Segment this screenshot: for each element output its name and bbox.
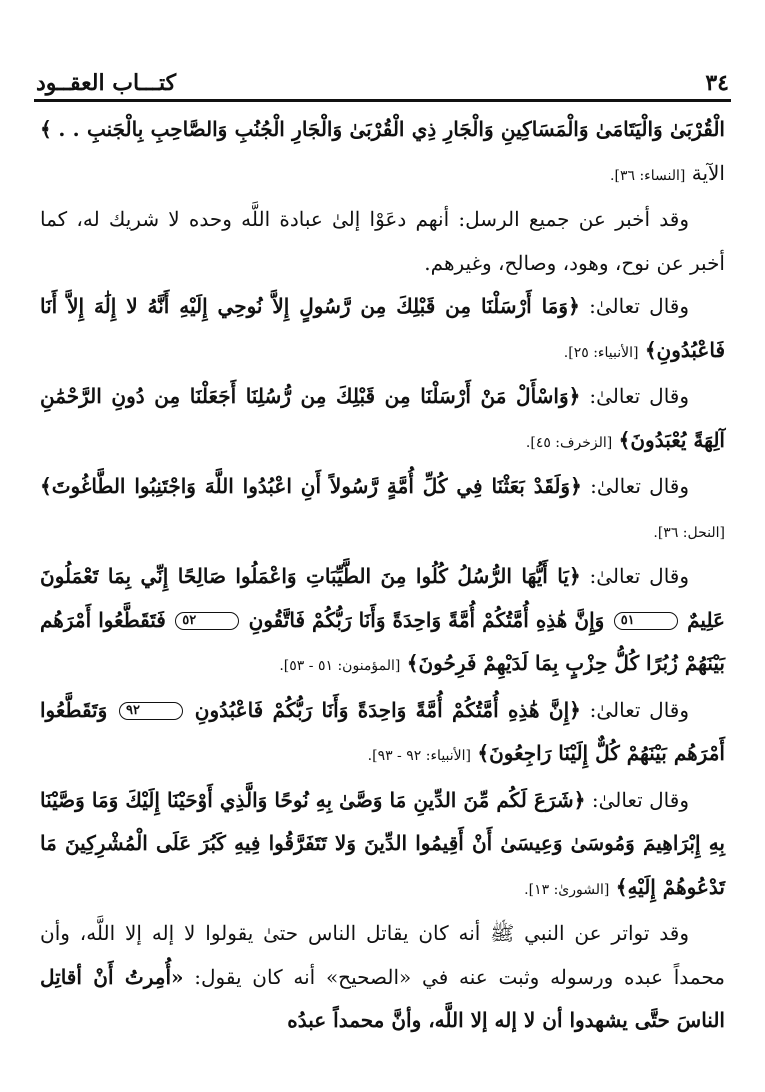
verse-reference: [المؤمنون: ٥١ - ٥٣]. — [279, 658, 401, 674]
verse-number-marker: ٩٢ — [119, 702, 183, 720]
verse-reference: [الشورىٰ: ١٣]. — [524, 881, 610, 898]
quran-text: وَإِنَّ هَٰذِهِ أُمَّتُكُمْ أُمَّةً وَاحِدَةً وَأَنَا رَبُّكُمْ فَاتَّقُونِ — [248, 607, 605, 632]
verse-reference: [الزخرف: ٤٥]. — [525, 434, 613, 451]
quran-text: شَرَعَ لَكُم مِّنَ الدِّينِ مَا وَصَّىٰ بِهِ نُوحًا وَالَّذِي أَوْحَيْنَا إِلَيْكَ وَمَا وَصَّيْنَا بِهِ إِبْرَاهِيمَ وَمُوسَىٰ وَعِيسَىٰ أَنْ أَقِيمُوا الدِّينَ وَلا تَتَفَرَّقُوا فِيهِ كَبُرَ عَلَى الْمُشْرِكِينَ مَا تَدْعُوهُمْ إِلَيْهِ — [40, 787, 725, 899]
quran-text: يَا أَيُّهَا الرُّسُلُ كُلُوا مِنَ الطَّيِّبَاتِ وَاعْمَلُوا صَالِحًا إِنِّي بِمَا تَعْمَلُونَ عَلِيمٌ — [40, 564, 725, 632]
paragraph-nahl-36 — [40, 465, 725, 555]
intro-text: وقال تعالىٰ: — [589, 294, 690, 318]
opening-bracket: ﴿ — [573, 787, 586, 812]
paragraph-hadith — [40, 912, 725, 1043]
intro-text: وقال تعالىٰ: — [589, 564, 690, 588]
verse-reference: [النحل: ٣٦]. — [653, 524, 725, 541]
paragraph-nisa-verse-end — [40, 108, 725, 198]
paragraph-messengers: وقد أخبر عن جميع الرسل: أنهم دعَوْا إلىٰ عبادة اللَّه وحده لا شريك له، كما أخبر عن نوح، وهود، وصالح، وغيرهم. — [40, 207, 725, 275]
quran-text: وَلَقَدْ بَعَثْنَا فِي كُلِّ أُمَّةٍ رَّسُولاً أَنِ اعْبُدُوا اللَّهَ وَاجْتَنِبُوا الطَّاغُوتَ — [51, 474, 571, 498]
closing-bracket: ﴾ — [618, 427, 631, 452]
page-body — [40, 108, 725, 1043]
hadith-quote: «أُمِرتُ أَنْ أقاتِل الناسَ حتَّى يشهدوا أن لا إله إلا اللَّه، وأنَّ محمداً عبدُه — [40, 964, 725, 1032]
quran-text: الْقُرْبَىٰ وَالْيَتَامَىٰ وَالْمَسَاكِينِ وَالْجَارِ ذِي الْقُرْبَىٰ وَالْجَارِ الْجُنُبِ وَالصَّاحِبِ بِالْجَنبِ . . — [58, 117, 725, 141]
closing-bracket: ﴾ — [644, 337, 657, 362]
running-head — [36, 62, 729, 96]
header-rule — [34, 99, 731, 102]
hadith-intro: وقد تواتر عن النبي ﷺ أنه كان يقاتل الناس حتىٰ يقولوا لا إله إلا اللَّه، وأن محمداً عبده ورسوله وثبت عنه في «الصحيح» أنه كان يقول: — [40, 921, 725, 989]
paragraph-muminun-51-53 — [40, 555, 725, 689]
closing-bracket: ﴾ — [40, 474, 52, 498]
quran-text: فَتَقَطَّعُوا أَمْرَهُم بَيْنَهُمْ زُبُرًا كُلُّ حِزْبٍ بِمَا لَدَيْهِمْ فَرِحُونَ — [40, 607, 725, 675]
opening-bracket: ﴿ — [569, 697, 581, 722]
closing-bracket: ﴾ — [615, 874, 628, 899]
verse-number-marker: ٥١ — [614, 612, 678, 630]
opening-bracket: ﴿ — [568, 564, 581, 588]
intro-text: وقال تعالىٰ: — [591, 787, 689, 812]
verse-number-marker: ٥٢ — [175, 612, 239, 630]
closing-bracket: ﴾ — [477, 741, 490, 765]
closing-bracket: ﴾ — [40, 117, 52, 141]
intro-text: وقال تعالىٰ: — [589, 384, 690, 408]
quran-text: وَتَقَطَّعُوا أَمْرَهُم بَيْنَهُمْ كُلٌّ إِلَيْنَا رَاجِعُونَ — [40, 697, 725, 765]
page-number: ٣٤ — [705, 70, 729, 96]
opening-bracket: ﴿ — [570, 474, 582, 498]
book-title: كتـــاب العقــود — [36, 70, 177, 96]
paragraph-anbiya-25 — [40, 285, 725, 375]
intro-text: وقال تعالىٰ: — [590, 474, 690, 498]
opening-bracket: ﴿ — [568, 294, 580, 318]
opening-bracket: ﴿ — [568, 384, 581, 408]
quran-text: إِنَّ هَٰذِهِ أُمَّتُكُمْ أُمَّةً وَاحِدَةً وَأَنَا رَبُّكُمْ فَاعْبُدُونِ — [194, 697, 570, 722]
paragraph-anbiya-92-93 — [40, 689, 725, 779]
aya-word: الآية — [691, 160, 725, 185]
closing-bracket: ﴾ — [406, 651, 419, 675]
quran-text: وَمَا أَرْسَلْنَا مِن قَبْلِكَ مِن رَّسُولٍ إِلاَّ نُوحِي إِلَيْهِ أَنَّهُ لا إِلَٰهَ إِلاَّ أَنَا فَاعْبُدُونِ — [40, 294, 725, 362]
paragraph-shura-13 — [40, 779, 725, 913]
verse-reference: [الأنبياء: ٢٥]. — [563, 344, 639, 361]
verse-reference: [النساء: ٣٦]. — [610, 167, 686, 184]
quran-text: وَاسْأَلْ مَنْ أَرْسَلْنَا مِن قَبْلِكَ مِن رُّسُلِنَا أَجَعَلْنَا مِن دُونِ الرَّحْمَٰنِ آلِهَةً يُعْبَدُونَ — [40, 384, 725, 452]
paragraph-zukhruf-45 — [40, 375, 725, 465]
intro-text: وقال تعالىٰ: — [589, 697, 690, 722]
verse-reference: [الأنبياء: ٩٢ - ٩٣]. — [367, 748, 471, 764]
